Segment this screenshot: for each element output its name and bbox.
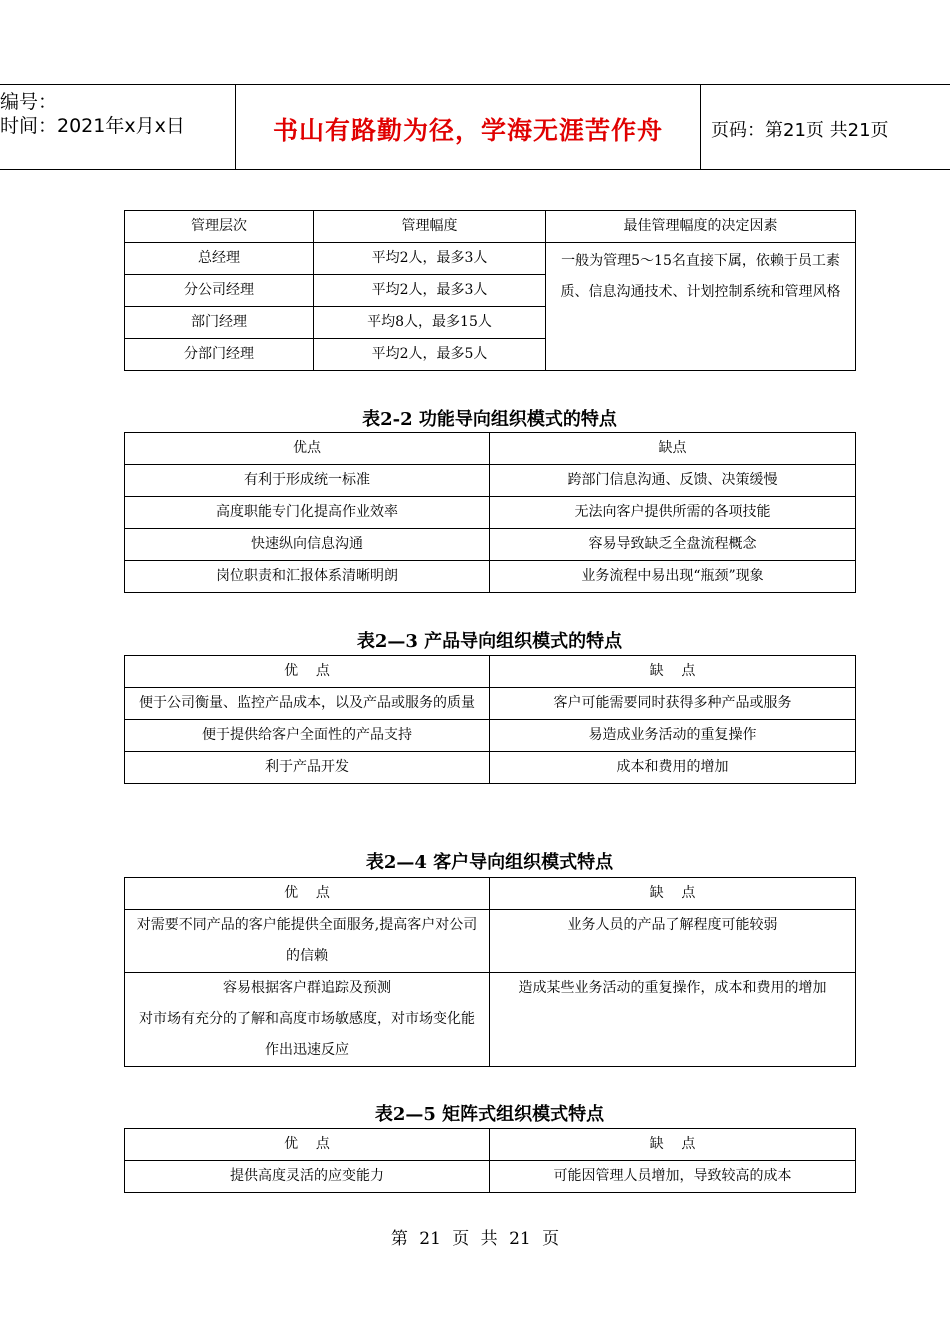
- table-row: [125, 529, 856, 561]
- header-meta-cell: [0, 85, 236, 169]
- table-caption: 表2—5 矩阵式组织模式特点: [374, 1104, 605, 1125]
- header-motto-cell: [236, 85, 701, 169]
- table-row: [125, 973, 856, 1067]
- table-row: [125, 688, 856, 720]
- con-cell: 客户可能需要同时获得多种产品或服务: [490, 688, 856, 720]
- pro-cell: 对需要不同产品的客户能提供全面服务,提高客户对公司的信赖: [125, 910, 490, 973]
- table-header-row: [125, 433, 856, 465]
- con-cell: 易造成业务活动的重复操作: [490, 720, 856, 752]
- table-row: [125, 720, 856, 752]
- matrix-table: [124, 1128, 856, 1193]
- pro-cell: [125, 973, 490, 1067]
- con-cell: 容易导致缺乏全盘流程概念: [490, 529, 856, 561]
- product-oriented-table: [124, 655, 856, 784]
- pro-cell: 有利于形成统一标准: [125, 465, 490, 497]
- header-cell: 最佳管理幅度的决定因素: [546, 211, 856, 243]
- table-header-row: [125, 211, 856, 243]
- header-cell: 管理幅度: [314, 211, 546, 243]
- span-cell: 平均2人，最多5人: [314, 339, 546, 371]
- pro-line: 容易根据客户群追踪及预测: [223, 980, 391, 996]
- header-cell: 优 点: [125, 1129, 490, 1161]
- pro-cell: 便于提供给客户全面性的产品支持: [125, 720, 490, 752]
- header-cell: 优 点: [125, 656, 490, 688]
- con-cell: 无法向客户提供所需的各项技能: [490, 497, 856, 529]
- con-cell: 造成某些业务活动的重复操作，成本和费用的增加: [490, 973, 856, 1067]
- level-cell: 总经理: [125, 243, 314, 275]
- span-cell: 平均2人，最多3人: [314, 243, 546, 275]
- table-row: [125, 1161, 856, 1193]
- pro-cell: 高度职能专门化提高作业效率: [125, 497, 490, 529]
- pro-line: 对市场有充分的了解和高度市场敏感度，对市场变化能作出迅速反应: [139, 1011, 475, 1058]
- span-cell: 平均8人，最多15人: [314, 307, 546, 339]
- level-cell: 分公司经理: [125, 275, 314, 307]
- pro-cell: 快速纵向信息沟通: [125, 529, 490, 561]
- customer-oriented-table: [124, 877, 856, 1067]
- table-caption: 表2—3 产品导向组织模式的特点: [356, 631, 623, 652]
- level-cell: 部门经理: [125, 307, 314, 339]
- con-cell: 业务人员的产品了解程度可能较弱: [490, 910, 856, 973]
- pro-cell: 便于公司衡量、监控产品成本，以及产品或服务的质量: [125, 688, 490, 720]
- con-cell: 业务流程中易出现“瓶颈”现象: [490, 561, 856, 593]
- table-caption: 表2-2 功能导向组织模式的特点: [362, 409, 617, 430]
- table-header-row: [125, 1129, 856, 1161]
- span-cell: 平均2人，最多3人: [314, 275, 546, 307]
- header-cell: 缺 点: [490, 878, 856, 910]
- pro-cell: 提供高度灵活的应变能力: [125, 1161, 490, 1193]
- table-header-row: [125, 656, 856, 688]
- header-cell: 缺点: [490, 433, 856, 465]
- table-row: [125, 561, 856, 593]
- header-cell: 优 点: [125, 878, 490, 910]
- motto: 书山有路勤为径，学海无涯苦作舟: [272, 116, 663, 145]
- table-row: [125, 910, 856, 973]
- table-row: [125, 497, 856, 529]
- table-row: [125, 243, 856, 275]
- table-caption: 表2—4 客户导向组织模式特点: [365, 852, 614, 873]
- time-label: 时间：2021年x月x日: [0, 115, 185, 137]
- table-row: [125, 465, 856, 497]
- header-page-cell: [701, 85, 950, 169]
- con-cell: 可能因管理人员增加，导致较高的成本: [490, 1161, 856, 1193]
- con-cell: 跨部门信息沟通、反馈、决策缓慢: [490, 465, 856, 497]
- table-row: [125, 752, 856, 784]
- number-label: 编号：: [0, 91, 58, 113]
- header-cell: 管理层次: [125, 211, 314, 243]
- pro-cell: 利于产品开发: [125, 752, 490, 784]
- header-cell: 优点: [125, 433, 490, 465]
- factor-cell: 一般为管理5～15名直接下属，依赖于员工素质、信息沟通技术、计划控制系统和管理风格: [546, 243, 856, 371]
- con-cell: 成本和费用的增加: [490, 752, 856, 784]
- level-cell: 分部门经理: [125, 339, 314, 371]
- function-oriented-table: [124, 432, 856, 593]
- document-header: [0, 84, 950, 170]
- page-code: 页码：第21页 共21页: [711, 120, 889, 141]
- page-footer: 第 21 页 共 21 页: [390, 1229, 560, 1249]
- header-cell: 缺 点: [490, 656, 856, 688]
- table-header-row: [125, 878, 856, 910]
- management-span-table: [124, 210, 856, 371]
- pro-cell: 岗位职责和汇报体系清晰明朗: [125, 561, 490, 593]
- header-cell: 缺 点: [490, 1129, 856, 1161]
